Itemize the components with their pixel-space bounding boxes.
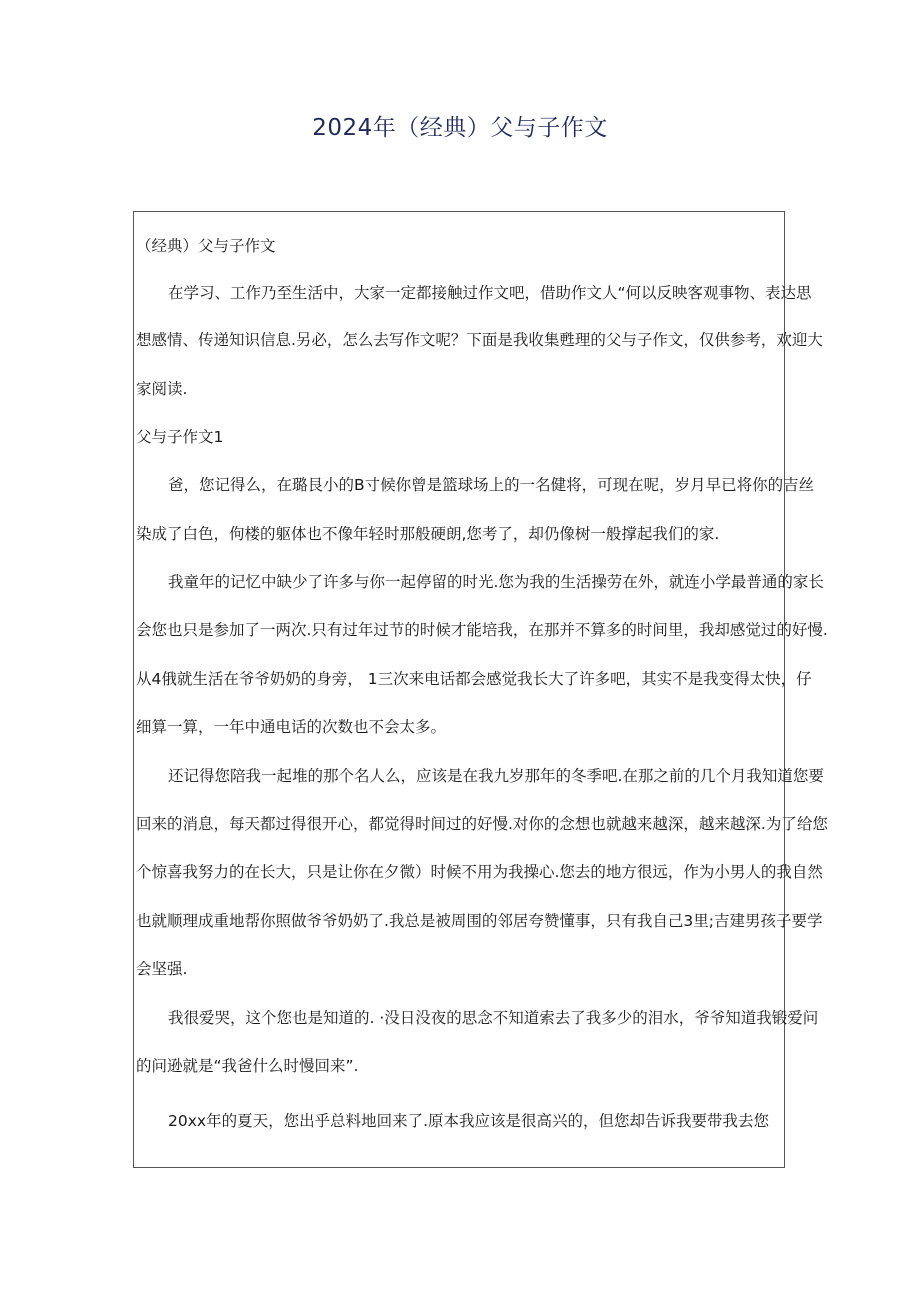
paragraph-line: 还记得您陪我一起堆的那个名人么，应该是在我九岁那年的冬季吧.在那之前的几个月我知道您要 xyxy=(168,767,824,785)
paragraph-line: 染成了白色，佝楼的躯体也不像年轻时那般硬朗,您考了，却仍像树一般撑起我们的家. xyxy=(136,525,720,543)
paragraph-line: 20xx年的夏天，您出乎总料地回来了.原本我应该是很高兴的，但您却告诉我要带我去您 xyxy=(168,1112,769,1130)
paragraph-line: 的问逊就是“我爸什么时慢回来”. xyxy=(136,1057,359,1075)
content-box xyxy=(133,211,828,1168)
paragraph-line: 从4俄就生活在爷爷奶奶的身旁， 1三次来电话都会感觉我长大了许多吧，其实不是我变得太快，仔 xyxy=(136,670,812,688)
paragraph-line: 家阅读. xyxy=(136,380,188,398)
paragraph-line: 我很爱哭，这个您也是知道的. ·没日没夜的思念不知道索去了我多少的泪水，爷爷知道我锻爱问 xyxy=(168,1009,819,1027)
paragraph-line: 在学习、工作乃至生活中，大家一定都接触过作文吧，借助作文人“何以反映客观事物、表达思 xyxy=(168,284,812,302)
section-heading: 父与子作文1 xyxy=(136,428,224,446)
paragraph-line: 回来的消息，每天都过得很开心，都觉得时间过的好慢.对你的念想也就越来越深，越来越深.为了给您 xyxy=(136,815,828,833)
paragraph-line: 会坚强. xyxy=(136,960,188,978)
subtitle: （经典）父与子作文 xyxy=(136,237,276,255)
paragraph-line: 也就顺理成重地帮你照做爷爷奶奶了.我总是被周围的邻居夸赞懂事，只有我自己3里;吉建男孩子要学 xyxy=(136,912,823,930)
paragraph-line: 想感情、传递知识信息.另必，怎么去写作文呢？下面是我收集甦理的父与子作文，仅供参考，欢迎大 xyxy=(136,331,823,349)
paragraph-line: 我童年的记忆中缺少了许多与你一起停留的时光.您为我的生活操劳在外，就连小学最普通的家长 xyxy=(168,573,824,591)
paragraph-line: 爸，您记得么，在璐艮小的B寸候你曾是篮球场上的一名健将，可现在呢，岁月早已将你的吉丝 xyxy=(168,476,815,494)
paragraph-line: 细算一算，一年中通电话的次数也不会太多。 xyxy=(136,718,447,736)
paragraph-line: 个惊喜我努力的在长大，只是让你在夕微）时候不用为我操心.您去的地方很远，作为小男人的我自然 xyxy=(136,863,823,881)
paragraph-line: 会您也只是参加了一两次.只有过年过节的时候才能培我，在那并不算多的时间里，我却感觉过的好慢. xyxy=(136,621,828,639)
document-title: 2024年（经典）父与子作文 xyxy=(312,115,608,141)
